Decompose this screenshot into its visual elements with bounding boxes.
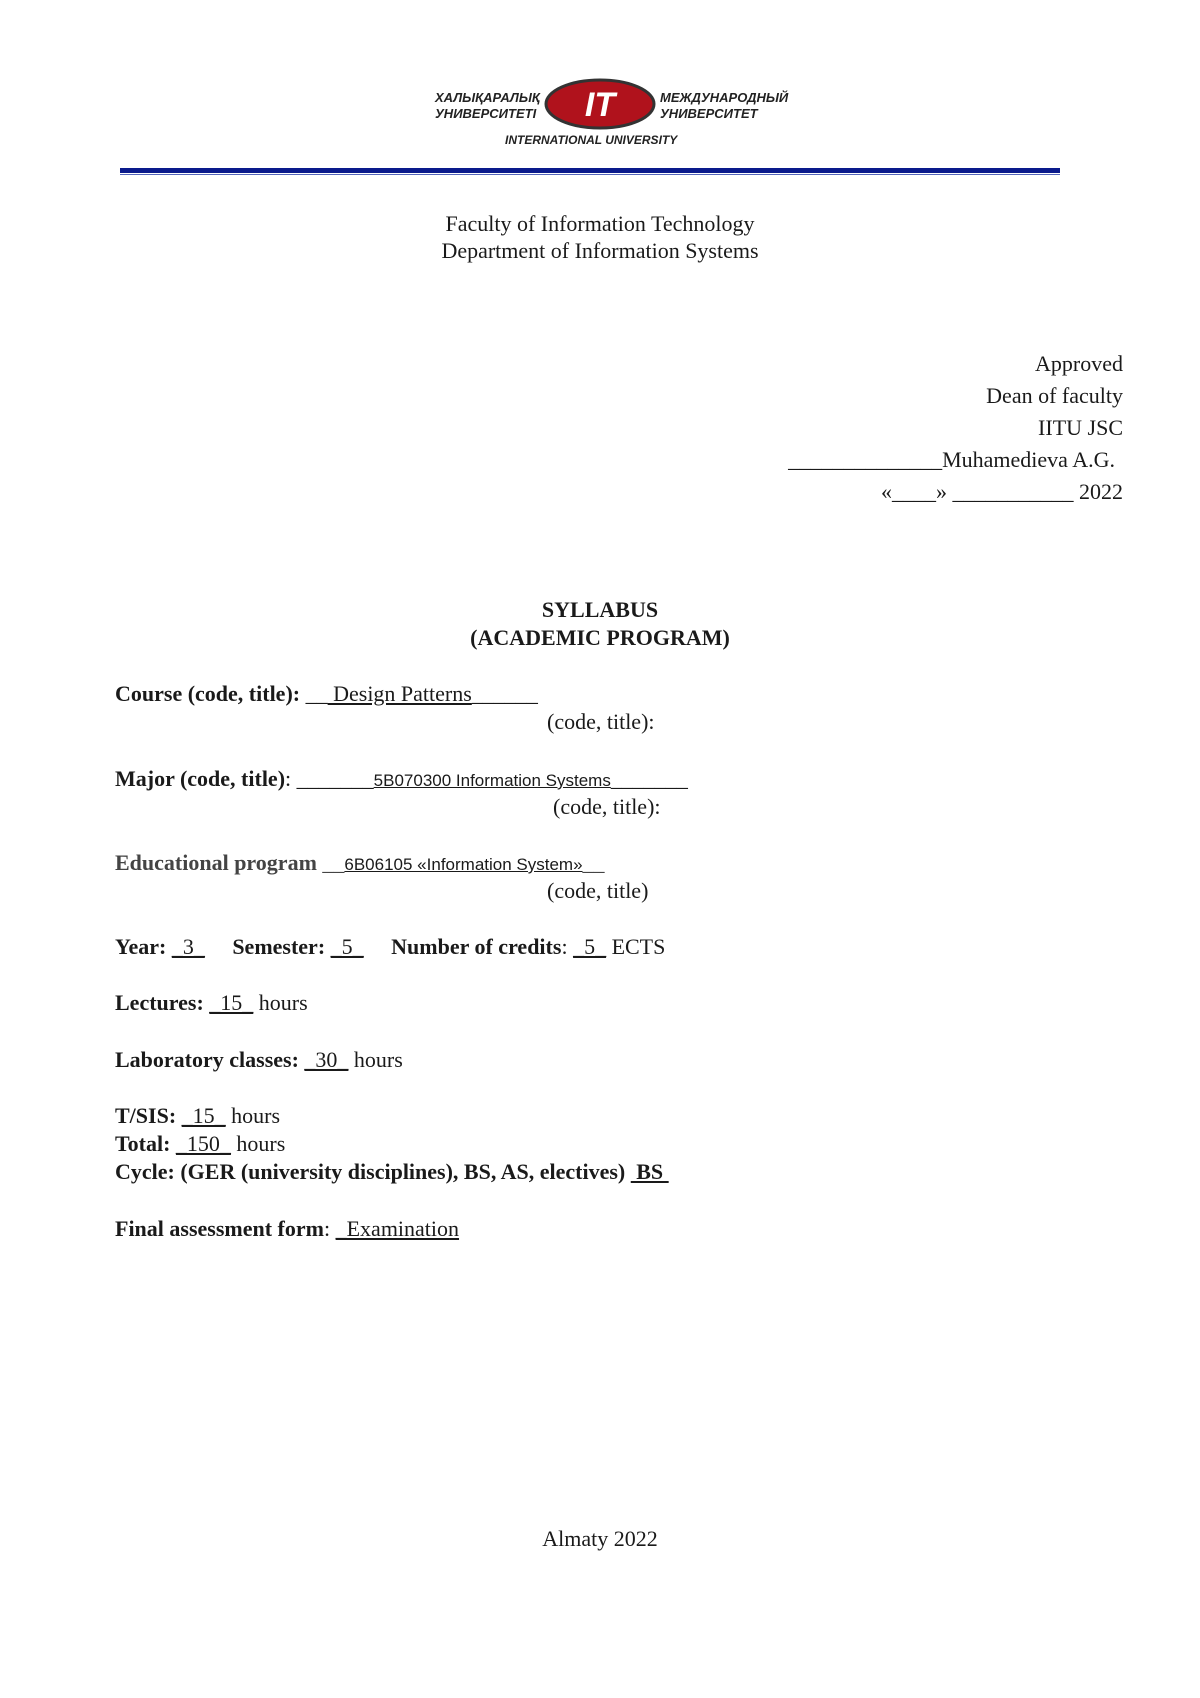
logo-caption: INTERNATIONAL UNIVERSITY xyxy=(505,133,678,147)
year-value: _3_ xyxy=(171,934,205,959)
year-semester-credits-line xyxy=(115,933,665,961)
labs-unit: hours xyxy=(353,1047,403,1072)
major-colon: : xyxy=(285,766,292,791)
lectures-line xyxy=(115,989,308,1017)
university-logo xyxy=(430,76,790,156)
approval-org: IITU JSC xyxy=(1038,415,1123,440)
credits-unit: ECTS xyxy=(611,934,666,959)
major-label: Major (code, title) xyxy=(115,766,286,791)
labs-value: _30_ xyxy=(304,1047,349,1072)
department-name: Department of Information Systems xyxy=(441,238,759,263)
cycle-line xyxy=(115,1158,669,1186)
approval-label: Approved xyxy=(1035,351,1123,376)
approval-dean: Dean of faculty xyxy=(986,383,1123,408)
major-value: 5B070300 Information Systems xyxy=(373,771,611,790)
syllabus-title: SYLLABUS xyxy=(541,597,659,622)
credits-label: Number of credits xyxy=(391,934,562,959)
total-line xyxy=(115,1130,285,1158)
program-suffix: __ xyxy=(582,850,605,875)
program-label: Educational program xyxy=(115,850,317,875)
labs-line xyxy=(115,1046,403,1074)
major-prefix: _______ xyxy=(296,766,374,791)
logo-left-bottom: УНИВЕРСИТЕТІ xyxy=(435,106,537,121)
major-line xyxy=(115,765,688,795)
header-rule xyxy=(120,168,1060,173)
lectures-label: Lectures: xyxy=(115,990,204,1015)
assessment-value: _Examination xyxy=(335,1216,460,1241)
program-value: 6B06105 «Information System» xyxy=(344,855,583,874)
approval-date: «____» ___________ 2022 xyxy=(881,479,1123,504)
logo-emblem-text: IT xyxy=(584,86,616,124)
program-caption: (code, title) xyxy=(547,878,649,903)
logo-left-top: ХАЛЫҚАРАЛЫҚ xyxy=(435,90,540,105)
assessment-colon: : xyxy=(323,1216,331,1241)
approval-signature: ______________Muhamedieva A.G. xyxy=(788,447,1115,472)
tsis-label: T/SIS: xyxy=(115,1103,177,1128)
faculty-name: Faculty of Information Technology xyxy=(445,211,755,236)
logo-graphic xyxy=(430,76,790,156)
course-label: Course (code, title): xyxy=(115,681,301,706)
major-caption: (code, title): xyxy=(553,794,661,819)
total-unit: hours xyxy=(236,1131,286,1156)
course-caption: (code, title): xyxy=(547,709,655,734)
course-suffix: ______ xyxy=(471,681,538,706)
program-prefix: __ xyxy=(322,850,345,875)
credits-colon: : xyxy=(561,934,568,959)
footer-city-year: Almaty 2022 xyxy=(542,1526,658,1551)
total-label: Total: xyxy=(115,1131,171,1156)
semester-value: _5_ xyxy=(330,934,364,959)
cycle-label: Cycle: (GER (university disciplines), BS, AS, electives) xyxy=(115,1159,626,1184)
year-label: Year: xyxy=(115,934,167,959)
syllabus-subtitle: (ACADEMIC PROGRAM) xyxy=(470,625,730,650)
tsis-unit: hours xyxy=(231,1103,281,1128)
course-value: Design Patterns xyxy=(327,681,472,706)
credits-value: _5_ xyxy=(573,934,607,959)
labs-label: Laboratory classes: xyxy=(115,1047,299,1072)
tsis-line xyxy=(115,1102,280,1130)
cycle-value: BS xyxy=(630,1159,669,1184)
tsis-value: _15_ xyxy=(181,1103,226,1128)
lectures-value: _15_ xyxy=(209,990,254,1015)
course-prefix: __ xyxy=(305,681,328,706)
semester-label: Semester: xyxy=(232,934,326,959)
header-rule-thin xyxy=(120,174,1060,175)
logo-right-top: МЕЖДУНАРОДНЫЙ xyxy=(660,90,789,105)
lectures-unit: hours xyxy=(258,990,308,1015)
total-value: _150_ xyxy=(175,1131,231,1156)
program-line xyxy=(115,849,605,879)
assessment-label: Final assessment form xyxy=(115,1216,324,1241)
major-suffix: _______ xyxy=(610,766,688,791)
course-line xyxy=(115,680,538,708)
logo-right-bottom: УНИВЕРСИТЕТ xyxy=(660,106,758,121)
assessment-line xyxy=(115,1215,459,1243)
